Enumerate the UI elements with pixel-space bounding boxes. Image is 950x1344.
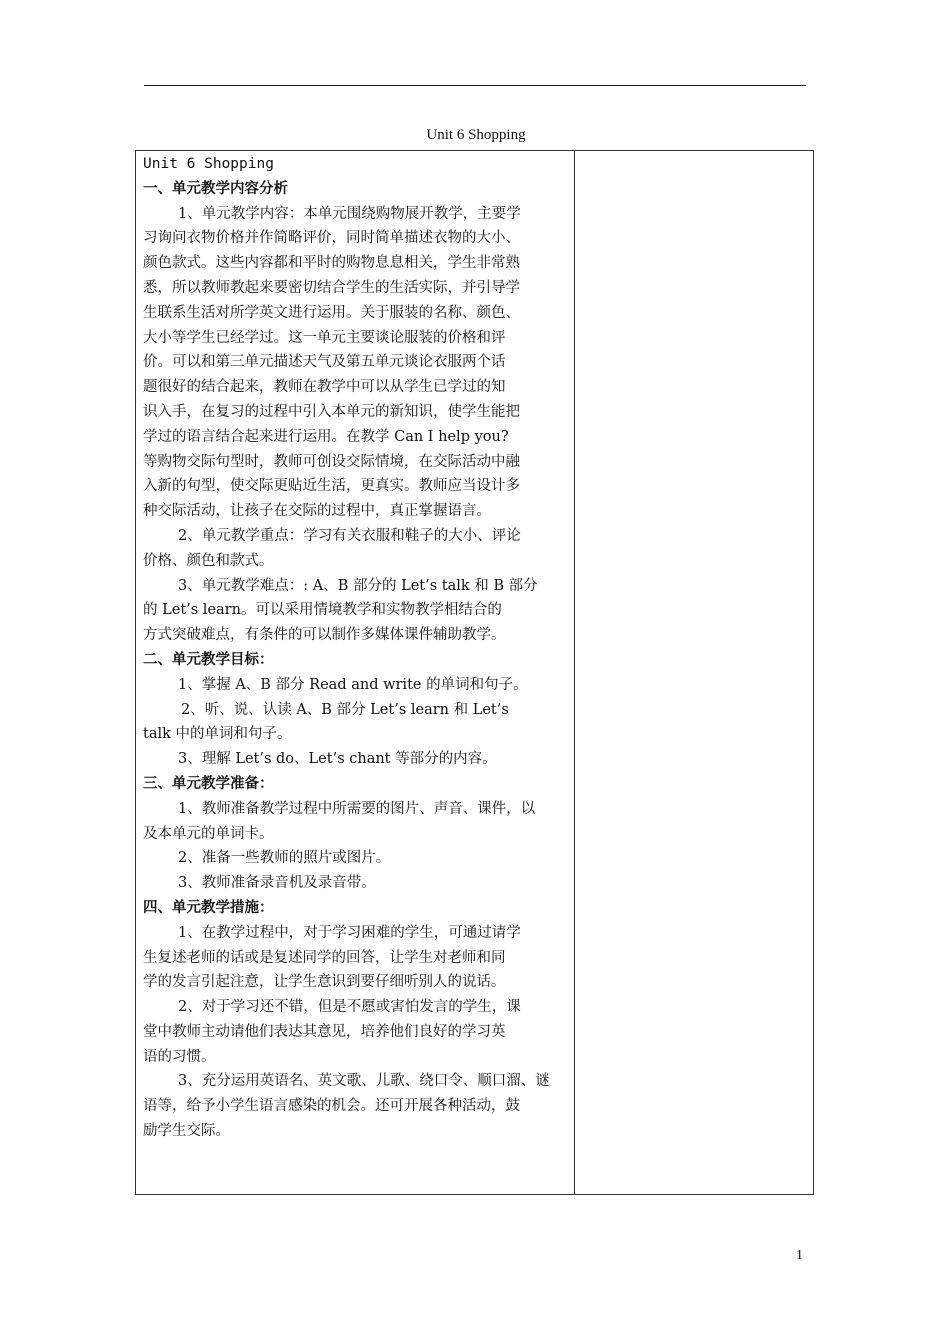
content-cell <box>143 152 569 1144</box>
paragraph-line: 2、听、说、认读 A、B 部分 Let’s learn 和 Let’s <box>181 701 509 718</box>
column-divider <box>574 151 575 1194</box>
paragraph-line: 及本单元的单词卡。 <box>143 825 274 842</box>
section-heading: 四、单元教学措施： <box>143 898 274 916</box>
paragraph-line: 3、教师准备录音机及录音带。 <box>178 875 376 892</box>
paragraph-line: 的 Let’s learn。可以采用情境教学和实物教学相结合的 <box>143 602 502 619</box>
paragraph-line: 大小等学生已经学过。这一单元主要谈论服装的价格和评 <box>143 329 506 346</box>
paragraph-line: 1、在教学过程中，对于学习困难的学生，可通过请学 <box>178 924 521 941</box>
paragraph-line: 入新的句型，使交际更贴近生活，更真实。教师应当设计多 <box>143 478 520 495</box>
paragraph-line: 学的发言引起注意，让学生意识到要仔细听别人的说话。 <box>143 974 506 991</box>
page-number: 1 <box>796 1248 803 1263</box>
paragraph-line: 2、准备一些教师的照片或图片。 <box>178 850 391 867</box>
paragraph-line: 2、单元教学重点：学习有关衣服和鞋子的大小、评论 <box>178 527 521 544</box>
paragraph-line: 3、单元教学难点：: A、B 部分的 Let’s talk 和 B 部分 <box>178 577 538 594</box>
document-title: Unit 6 Shopping <box>426 127 526 143</box>
paragraph-line: 励学生交际。 <box>143 1123 230 1140</box>
paragraph-line: 生复述老师的话或是复述同学的回答，让学生对老师和同 <box>143 949 506 966</box>
paragraph-line: 1、单元教学内容：本单元围绕购物展开教学，主要学 <box>178 205 521 222</box>
paragraph-line: 语等，给予小学生语言感染的机会。还可开展各种活动，鼓 <box>143 1098 520 1115</box>
lesson-plan-table <box>135 150 814 1195</box>
paragraph-line: 识入手，在复习的过程中引入本单元的新知识，使学生能把 <box>143 403 520 420</box>
paragraph-line: 1、掌握 A、B 部分 Read and write 的单词和句子。 <box>178 676 528 693</box>
paragraph-line: 价。可以和第三单元描述天气及第五单元谈论衣服两个话 <box>143 354 506 371</box>
paragraph-line: 价格、颜色和款式。 <box>143 552 274 569</box>
paragraph-line: 方式突破难点，有条件的可以制作多媒体课件辅助教学。 <box>143 627 506 644</box>
paragraph-line: 堂中教师主动请他们表达其意见，培养他们良好的学习英 <box>143 1023 506 1040</box>
unit-heading: Unit 6 Shopping <box>143 156 274 172</box>
paragraph-line: 悉，所以教师教起来要密切结合学生的生活实际，并引导学 <box>143 279 520 296</box>
paragraph-line: 语的习惯。 <box>143 1048 216 1065</box>
paragraph-line: 2、对于学习还不错，但是不愿或害怕发言的学生，课 <box>178 999 521 1016</box>
section-heading: 一、单元教学内容分析 <box>143 179 288 197</box>
section-heading: 三、单元教学准备： <box>143 774 274 792</box>
paragraph-line: 1、教师准备教学过程中所需要的图片、声音、课件，以 <box>178 800 536 817</box>
paragraph-line: 3、理解 Let’s do、Let’s chant 等部分的内容。 <box>178 751 497 768</box>
header-rule <box>144 85 806 86</box>
section-heading: 二、单元教学目标： <box>143 650 274 668</box>
paragraph-line: 颜色款式。这些内容都和平时的购物息息相关，学生非常熟 <box>143 255 520 272</box>
paragraph-line: 习询问衣物价格并作简略评价，同时简单描述衣物的大小、 <box>143 230 520 247</box>
paragraph-line: 题很好的结合起来，教师在教学中可以从学生已学过的知 <box>143 379 506 396</box>
paragraph-line: 3、充分运用英语名、英文歌、儿歌、绕口令、顺口溜、谜 <box>178 1073 550 1090</box>
paragraph-line: 生联系生活对所学英文进行运用。关于服装的名称、颜色、 <box>143 304 520 321</box>
paragraph-line: 学过的语言结合起来进行运用。在教学 Can I help you? <box>143 428 509 445</box>
paragraph-line: talk 中的单词和句子。 <box>143 726 292 743</box>
paragraph-line: 等购物交际句型时，教师可创设交际情境，在交际活动中融 <box>143 453 520 470</box>
paragraph-line: 种交际活动，让孩子在交际的过程中，真正掌握语言。 <box>143 503 491 520</box>
